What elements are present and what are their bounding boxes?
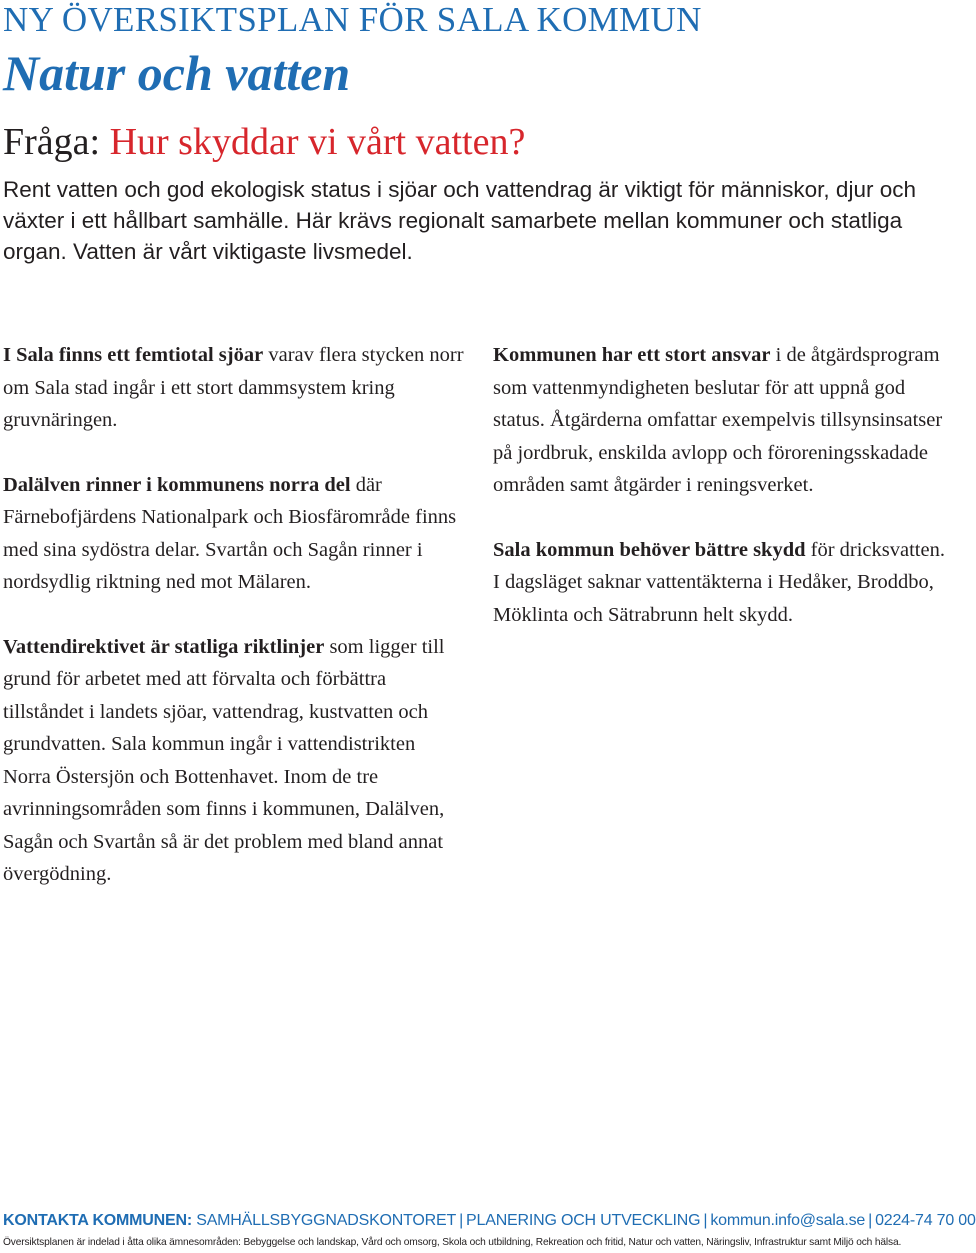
paragraph-body: som ligger till grund för arbetet med att förvalta och förbättra tillståndet i landets sjöar, vattendrag, kustvatten och grundvatten. Sala kommun ingår i vattendistrikten Norra Östersjön och Bottenhavet. Inom de tre avrinningsområden som finns i kommunen, Dalälven, Sagån och Svartån så är det problem med bland annat övergödning.	[3, 635, 445, 885]
left-column	[3, 339, 468, 923]
email-link[interactable]: kommun.info@sala.se	[710, 1212, 866, 1229]
page-title: Natur och vatten	[3, 45, 351, 101]
paragraph-lead: Sala kommun behöver bättre skydd	[493, 538, 806, 561]
paragraph	[3, 631, 468, 891]
paragraph	[3, 339, 468, 437]
paragraph-lead: Dalälven rinner i kommunens norra del	[3, 473, 351, 496]
separator: |	[703, 1212, 708, 1229]
separator: |	[459, 1212, 464, 1229]
question-heading	[3, 120, 525, 164]
paragraph-body: i de åtgärdsprogram som vattenmyndigheten beslutar för att uppnå god status. Åtgärderna omfattar exempelvis tillsynsinsatser på jordbruk, enskilda avlopp och föroreningsskadade områden samt åtgärder i reningsverket.	[493, 344, 943, 496]
paragraph-lead: Vattendirektivet är statliga riktlinjer	[3, 635, 325, 658]
department-name: PLANERING OCH UTVECKLING	[466, 1212, 701, 1229]
paragraph	[493, 534, 955, 632]
question-text: Hur skyddar vi vårt vatten?	[109, 121, 526, 163]
separator: |	[868, 1212, 873, 1229]
paragraph-lead: I Sala finns ett femtiotal sjöar	[3, 344, 264, 366]
contact-label: KONTAKTA KOMMUNEN:	[3, 1212, 192, 1229]
paragraph-lead: Kommunen har ett stort ansvar	[493, 344, 771, 366]
paragraph-body: varav flera stycken norr om Sala stad ingår i ett stort dammsystem kring gruvnäringen.	[3, 344, 464, 431]
intro-paragraph: Rent vatten och god ekologisk status i sjöar och vattendrag är viktigt för människor, djur och växter i ett hållbart samhälle. Här krävs regionalt samarbete mellan kommuner och statliga organ. Vatten är vårt viktigaste livsmedel.	[3, 177, 916, 264]
document-supertitle: NY ÖVERSIKTSPLAN FÖR SALA KOMMUN	[3, 0, 702, 39]
paragraph-body: för dricksvatten. I dagsläget saknar vattentäkterna i Hedåker, Broddbo, Möklinta och Sätrabrunn helt skydd.	[493, 538, 945, 626]
office-name: SAMHÄLLSBYGGNADSKONTORET	[196, 1212, 457, 1229]
footer-contact	[3, 1212, 976, 1230]
paragraph	[3, 469, 468, 599]
right-column	[493, 339, 955, 663]
paragraph-body: där Färnebofjärdens Nationalpark och Biosfärområde finns med sina sydöstra delar. Svartån och Sagån rinner i nordsydlig riktning ned mot Mälaren.	[3, 473, 457, 593]
footer-note: Översiktsplanen är indelad i åtta olika ämnesområden: Bebyggelse och landskap, Vård och omsorg, Skola och utbildning, Rekreation och fritid, Natur och vatten, Näringsliv, Infrastruktur samt Miljö och hälsa.	[3, 1237, 902, 1248]
paragraph	[493, 339, 955, 502]
phone-number: 0224-74 70 00	[875, 1212, 976, 1229]
question-label: Fråga:	[3, 121, 101, 163]
